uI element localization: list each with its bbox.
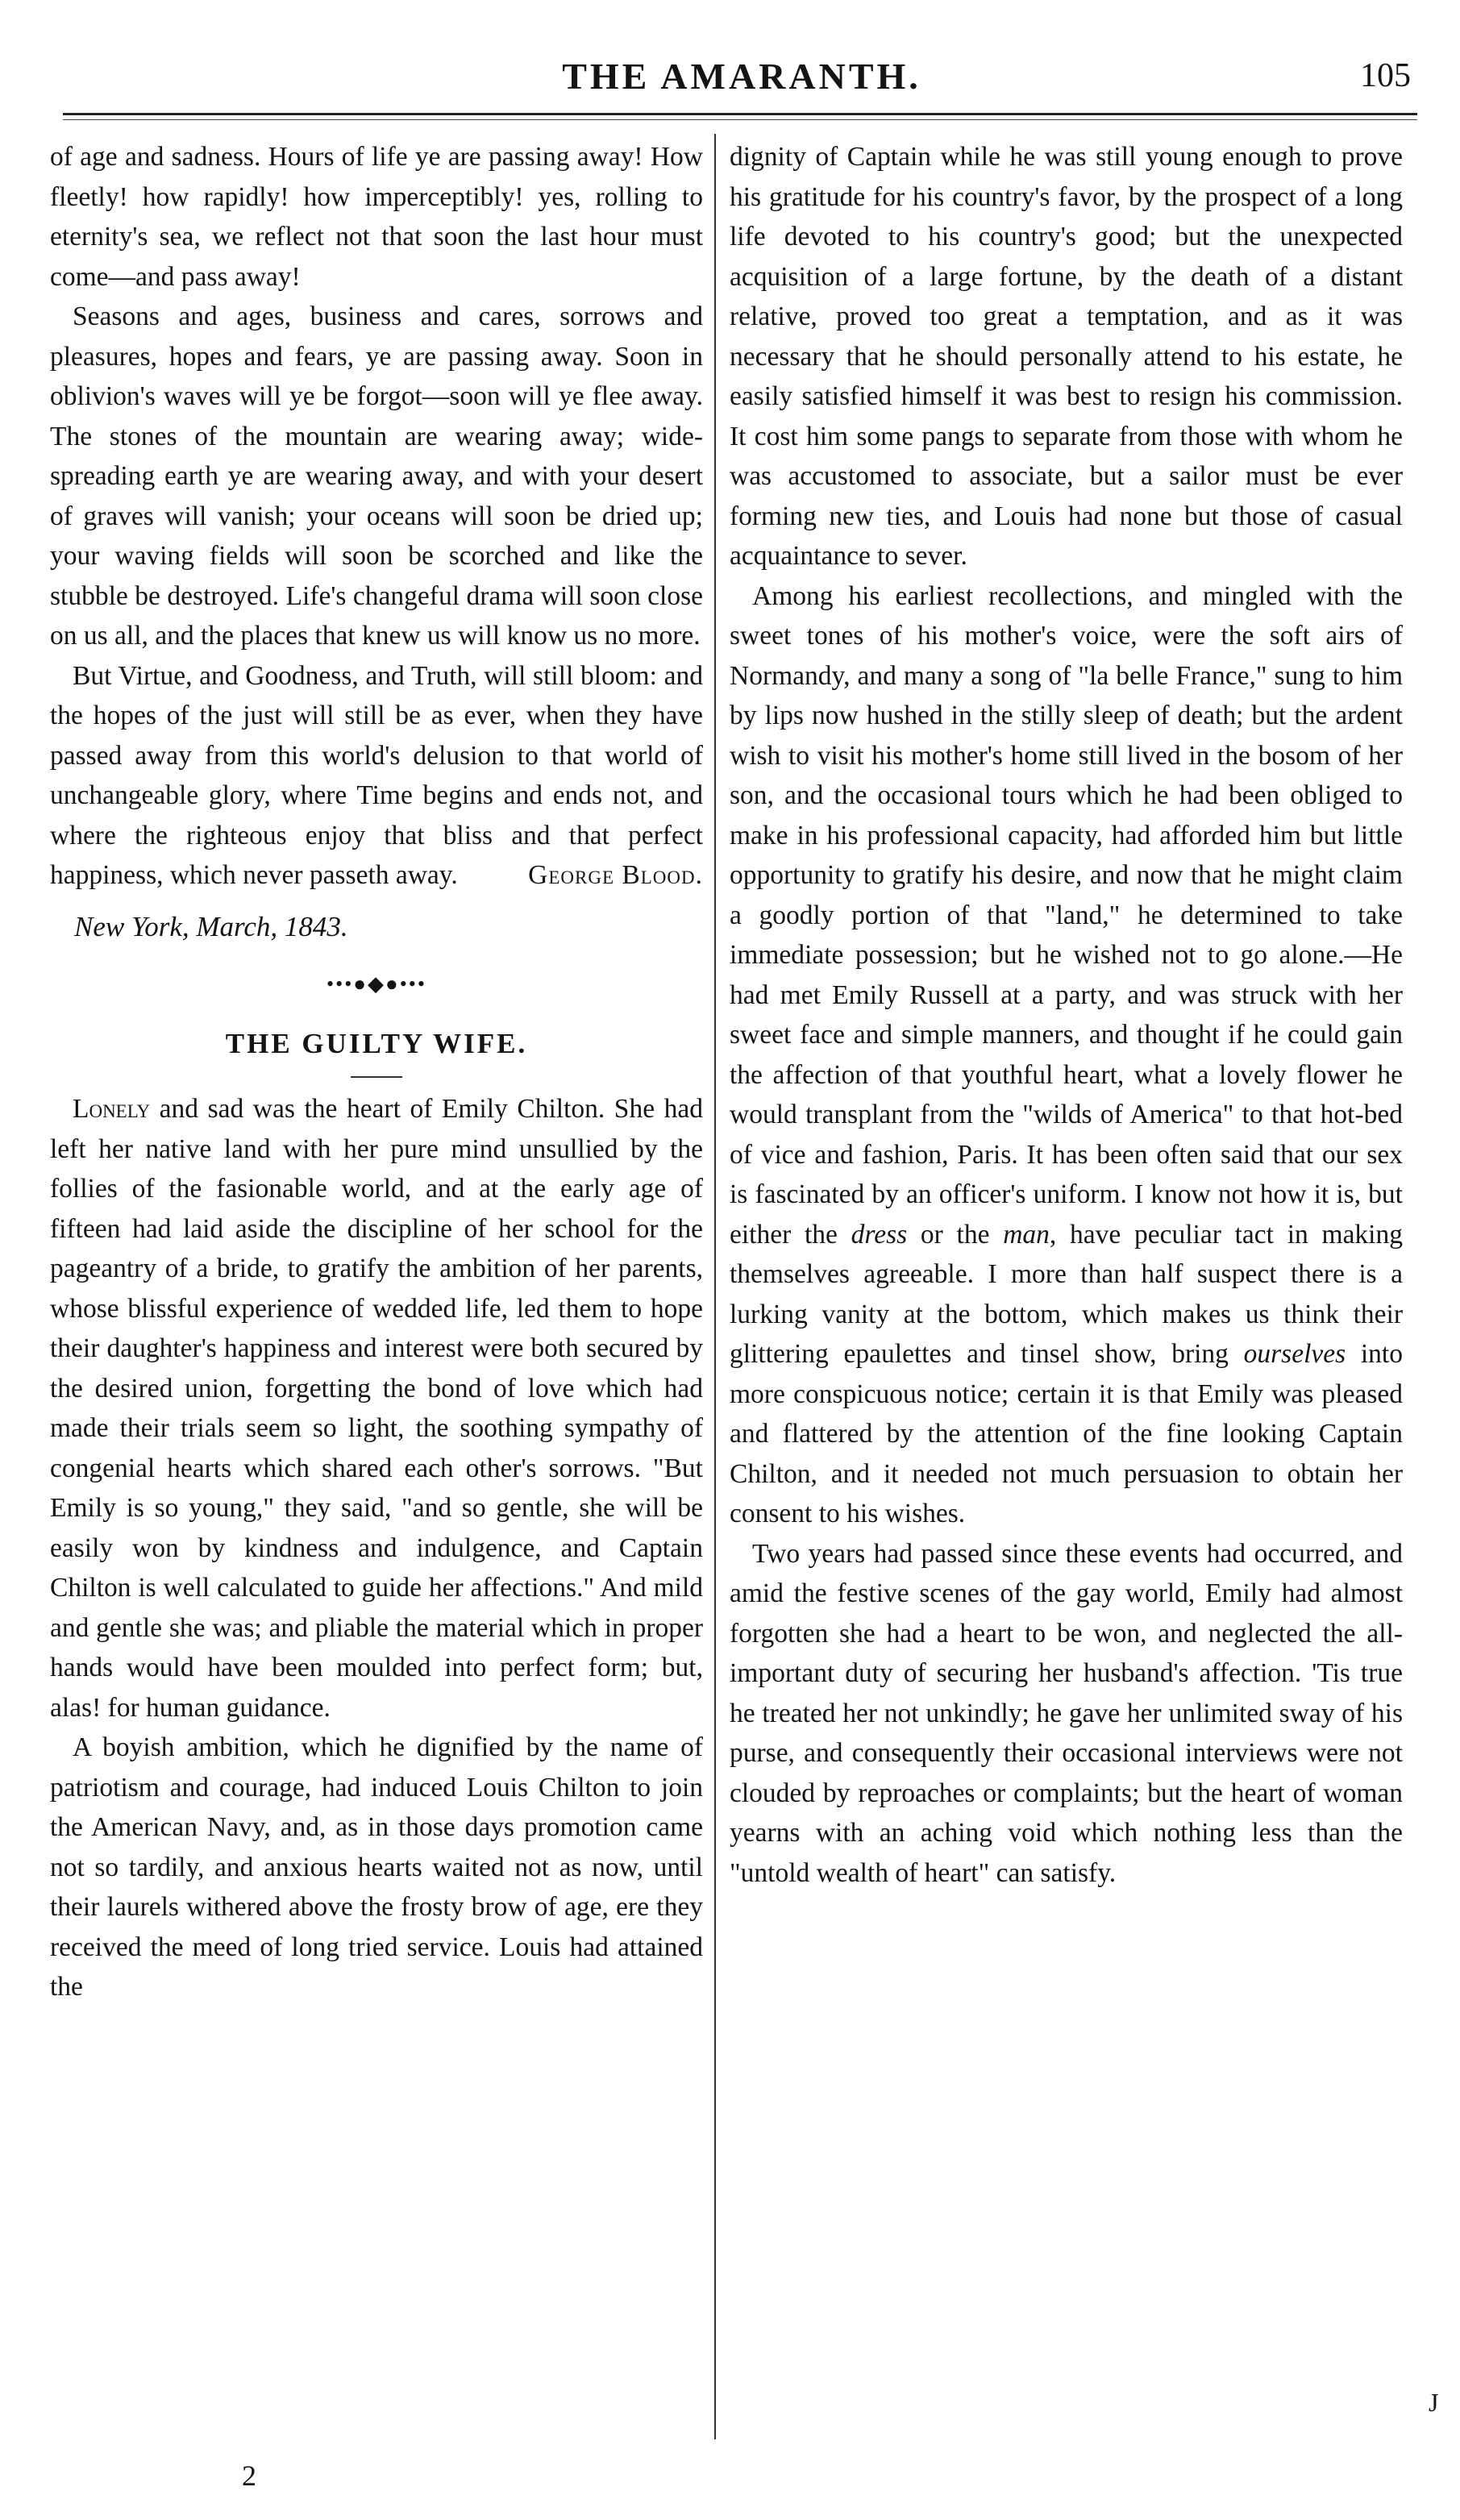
story-opening-word: Lonely xyxy=(73,1094,151,1124)
story-paragraph xyxy=(730,576,1403,1534)
story-text: or the xyxy=(907,1219,1004,1250)
story-text: Among his earliest recollections, and mingled with the sweet tones of his mother's voice, were the soft airs of Normandy, and many a song of "la belle France," sung to him by lips now hushed in the stilly sleep of death; but the ardent wish to visit his mother's home still lived in the bosom of her son, and the occasional tours which he had been obliged to make in his professional capacity, had afforded him but little opportunity to gratify his desire, and now that he might claim a goodly portion of that "land," he determined to take immediate possession; but he wished not to go alone.—He had met Emily Russell at a party, and was struck with her sweet face and simple manners, and thought if he could gain the affection of that youthful heart, what a lovely flower he would transplant from the "wilds of America" to that hot-bed of vice and fashion, Paris. It has been often said that our sex is fascinated by an officer's uniform. I know not how it is, but either the xyxy=(730,580,1403,1250)
signature-mark: 2 xyxy=(242,2460,256,2492)
header-rule-thin xyxy=(63,119,1417,120)
italic-word: dress xyxy=(851,1219,908,1250)
column-divider xyxy=(714,134,716,2439)
italic-word: ourselves xyxy=(1243,1339,1346,1369)
story-paragraph: Two years had passed since these events had occurred, and amid the festive scenes of the gay world, Emily had almost forgotten she had a heart to be won, and neglected the all-important duty of securing her husband's affection. 'Tis true he treated her not unkindly; he gave her unlimited sway of his purse, and consequently their occasional interviews were not clouded by reproaches or complaints; but the heart of woman yearns with an aching void which nothing less than the "untold wealth of heart" can satisfy. xyxy=(730,1538,1403,1888)
story-paragraph xyxy=(50,1089,703,1728)
closing-paragraph xyxy=(50,656,703,896)
story-text: into more conspicuous notice; certain it is that Emily was pleased and flattered by the attention of the fine looking Captain Chilton, and it needed not much persuasion to obtain her consent to his wishes. xyxy=(730,1339,1403,1528)
author-name: George Blood. xyxy=(528,860,703,890)
page-number: 105 xyxy=(1360,57,1411,94)
story-text: , have peculiar tact in making themselves agreeable. I more than half suspect there is a lurking vanity at the bottom, which makes us think their glittering epaulettes and tinsel show, bring xyxy=(730,1219,1403,1369)
story-paragraph: A boyish ambition, which he dignified by the name of patriotism and courage, had induced Louis Chilton to join the American Navy, and, as in those days promotion came not so tardily, and anxious hearts waited not as now, until their laurels withered above the frosty brow of age, ere they received the meed of long tried service. Louis had attained the xyxy=(50,1732,703,2002)
italic-word: man xyxy=(1003,1219,1050,1250)
section-ornament: •••●◆●••• xyxy=(326,972,427,996)
closing-text: But Virtue, and Goodness, and Truth, will still bloom: and the hopes of the just will still be as ever, when they have passed away from this world's delusion to that world of unchangeable glory, where Time begins and ends not, and where the righteous enjoy that bliss and that perfect happiness, which never passeth away. xyxy=(50,660,703,890)
poem-paragraph: of age and sadness. Hours of life ye are passing away! How fleetly! how rapidly! how imperceptibly! yes, rolling to eternity's sea, we reflect not that soon the last hour must come—and pass away! xyxy=(50,142,703,292)
margin-mark: J xyxy=(1429,2388,1439,2417)
header-rule xyxy=(63,113,1417,115)
story-title: THE GUILTY WIFE. xyxy=(225,1027,528,1059)
dateline: New York, March, 1843. xyxy=(74,910,348,942)
poem-paragraph: Seasons and ages, business and cares, sorrows and pleasures, hopes and fears, ye are passing away. Soon in oblivion's waves will ye be forgot—soon will ye flee away. The stones of the mountain are wearing away; wide-spreading earth ye are wearing away, and with your desert of graves will vanish; your oceans will soon be dried up; your waving fields will soon be scorched and like the stubble be destroyed. Life's changeful drama will soon close on us all, and the places that knew us will know us no more. xyxy=(50,301,703,651)
story-paragraph: dignity of Captain while he was still young enough to prove his gratitude for his country's favor, by the prospect of a long life devoted to his country's good; but the unexpected acquisition of a large fortune, by the death of a distant relative, proved too great a temptation, and as it was necessary that he should personally attend to his estate, he easily satisfied himself it was best to resign his commission. It cost him some pangs to separate from those with whom he was accustomed to associate, but a sailor must be ever forming new ties, and Louis had none but those of casual acquaintance to sever. xyxy=(730,142,1403,571)
title-rule xyxy=(351,1076,402,1078)
right-column xyxy=(730,137,1403,2443)
journal-title: THE AMARANTH. xyxy=(562,56,921,97)
story-paragraph-text: and sad was the heart of Emily Chilton. She had left her native land with her pure mind unsullied by the follies of the fasionable world, and at the early age of fifteen had laid aside the discipline of her school for the pageantry of a bride, to gratify the ambition of her parents, whose blissful experience of wedded life, led them to hope their daughter's happiness and interest were both secured by the desired union, forgetting the bond of love which had made their trials seem so light, the soothing sympathy of congenial hearts which shared each other's sorrows. "But Emily is so young," they said, "and so gentle, she will be easily won by kindness and indulgence, and Captain Chilton is well calculated to guide her affections." And mild and gentle she was; and pliable the material which in proper hands would have been moulded into perfect form; but, alas! for human guidance. xyxy=(50,1094,703,1723)
left-column xyxy=(50,137,703,2443)
running-head xyxy=(73,50,1411,106)
